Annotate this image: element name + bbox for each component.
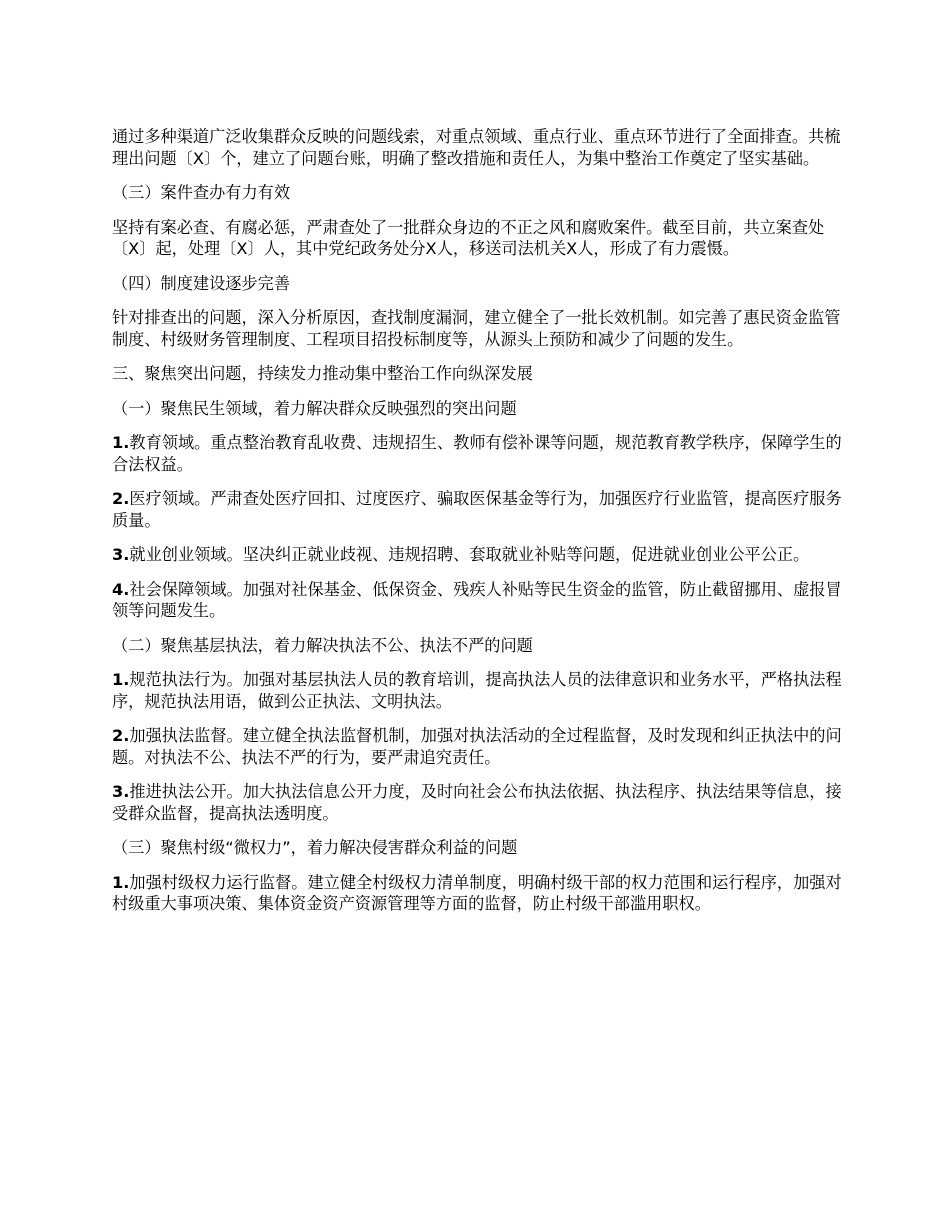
list-item: [112, 579, 854, 622]
chapter-heading: [112, 363, 854, 385]
item-text: 医疗领域。严肃查处医疗回扣、过度医疗、骗取医保基金等行为，加强医疗行业监管，提高医疗服务质量。: [112, 489, 842, 530]
list-item: [112, 725, 854, 768]
section-heading: [112, 182, 854, 204]
heading-text: 三、聚焦突出问题，持续发力推动集中整治工作向纵深发展: [112, 364, 533, 383]
section-heading: [112, 398, 854, 420]
item-number: 1.: [112, 670, 130, 689]
list-item: [112, 781, 854, 824]
item-text: 推进执法公开。加大执法信息公开力度，及时向社会公布执法依据、执法程序、执法结果等信息，接受群众监督，提高执法透明度。: [112, 782, 842, 823]
item-number: 2.: [112, 726, 130, 745]
list-item: [112, 872, 854, 915]
item-number: 1.: [112, 433, 130, 452]
item-number: 3.: [112, 782, 130, 801]
paragraph-text: 针对排查出的问题，深入分析原因，查找制度漏洞，建立健全了一批长效机制。如完善了惠民资金监管制度、村级财务管理制度、工程项目招投标制度等，从源头上预防和减少了问题的发生。: [112, 308, 841, 349]
list-item: [112, 488, 854, 531]
item-text: 加强村级权力运行监督。建立健全村级权力清单制度，明确村级干部的权力范围和运行程序，加强对村级重大事项决策、集体资金资产资源管理等方面的监督，防止村级干部滥用职权。: [112, 872, 842, 913]
paragraph-body: [112, 217, 854, 260]
paragraph-text: 坚持有案必查、有腐必惩，严肃查处了一批群众身边的不正之风和腐败案件。截至目前，共立案查处〔X〕起，处理〔X〕人，其中党纪政务处分X人，移送司法机关X人，形成了有力震慑。: [112, 217, 825, 258]
list-item: [112, 669, 854, 712]
item-text: 就业创业领域。坚决纠正就业歧视、违规招聘、套取就业补贴等问题，促进就业创业公平公正。: [129, 545, 810, 564]
heading-text: （四）制度建设逐步完善: [112, 273, 291, 293]
list-item: [112, 544, 854, 566]
item-number: 1.: [112, 872, 130, 892]
section-heading: [112, 273, 854, 295]
heading-text: （二）聚焦基层执法，着力解决执法不公、执法不严的问题: [112, 635, 533, 655]
item-number: 3.: [112, 545, 130, 564]
item-number: 2.: [112, 489, 130, 508]
item-text: 规范执法行为。加强对基层执法人员的教育培训，提高执法人员的法律意识和业务水平，严格执法程序，规范执法用语，做到公正执法、文明执法。: [112, 670, 842, 711]
item-text: 社会保障领域。加强对社保基金、低保资金、残疾人补贴等民生资金的监管，防止截留挪用、虚报冒领等问题发生。: [112, 579, 842, 620]
heading-text: （三）聚焦村级“微权力”，着力解决侵害群众利益的问题: [112, 838, 518, 857]
item-number: 4.: [112, 579, 130, 599]
item-text: 加强执法监督。建立健全执法监督机制，加强对执法活动的全过程监督，及时发现和纠正执法中的问题。对执法不公、执法不严的行为，要严肃追究责任。: [112, 726, 842, 767]
document-page: [112, 126, 854, 928]
heading-text: （一）聚焦民生领域，着力解决群众反映强烈的突出问题: [112, 398, 517, 418]
heading-text: （三）案件查办有力有效: [112, 183, 291, 202]
section-heading: [112, 635, 854, 657]
paragraph-intro: [112, 126, 854, 169]
paragraph-text: 通过多种渠道广泛收集群众反映的问题线索，对重点领域、重点行业、重点环节进行了全面排查。共梳理出问题〔X〕个，建立了问题台账，明确了整改措施和责任人，为集中整治工作奠定了坚实基础。: [112, 127, 841, 168]
list-item: [112, 432, 854, 475]
section-heading: [112, 837, 854, 859]
item-text: 教育领域。重点整治教育乱收费、违规招生、教师有偿补课等问题，规范教育教学秩序，保障学生的合法权益。: [112, 433, 842, 474]
paragraph-body: [112, 307, 854, 350]
